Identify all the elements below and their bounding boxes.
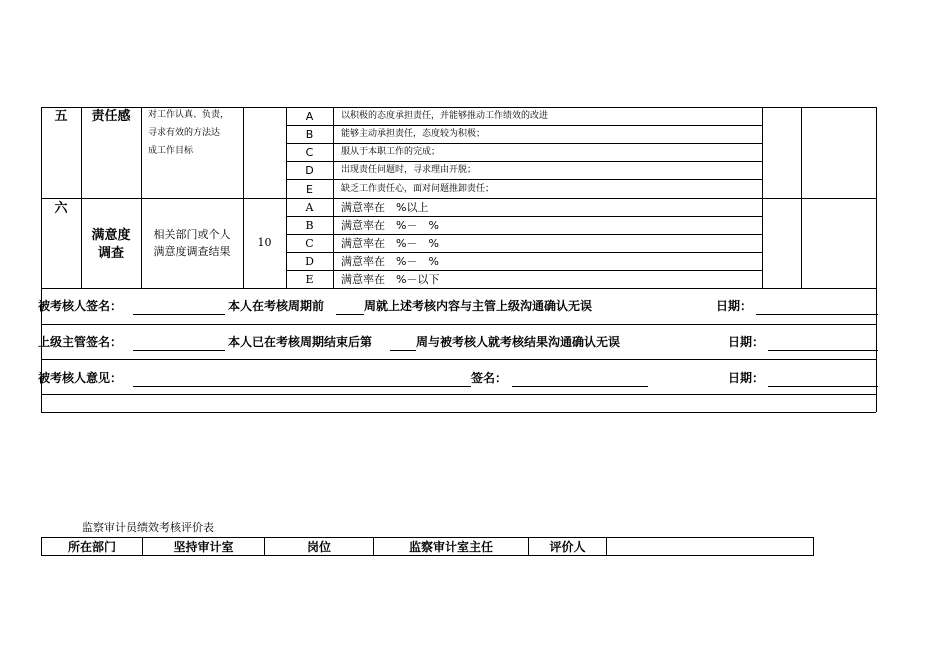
reviewee-opinion-label: 被考核人意见： — [38, 371, 123, 385]
table-line — [286, 161, 762, 162]
sign-field[interactable] — [512, 386, 648, 387]
grade-letter: A — [305, 110, 314, 123]
grade-letter: E — [305, 273, 314, 286]
date-field[interactable] — [756, 314, 878, 315]
position-value: 监察审计室主任 — [374, 538, 529, 556]
reviewee-signature-field[interactable] — [133, 314, 225, 315]
section-number: 六 — [54, 201, 68, 216]
grade-letter: D — [305, 255, 314, 268]
table-line — [81, 107, 82, 288]
table-line — [41, 198, 876, 199]
form-title: 监察审计员绩效考核评价表 — [82, 521, 214, 534]
date-label: 日期： — [728, 371, 765, 385]
grade-letter: C — [305, 146, 314, 159]
reviewee-signature-label: 被考核人签名： — [38, 299, 123, 313]
date-label: 日期： — [728, 335, 765, 349]
confirm-text-part2: 周与被考核人就考核结果沟通确认无误 — [416, 335, 621, 349]
sign-label: 签名： — [471, 371, 508, 385]
table-row — [42, 538, 814, 556]
date-label: 日期： — [716, 299, 753, 313]
table-line — [41, 324, 876, 325]
confirm-text-part1: 本人已在考核周期结束后第 — [228, 335, 373, 349]
table-line — [286, 143, 762, 144]
form-header-table — [41, 537, 814, 556]
table-line — [41, 359, 876, 360]
evaluator-label: 评价人 — [529, 538, 607, 556]
table-line — [876, 107, 877, 412]
confirm-text-part1: 本人在考核周期前 — [228, 299, 325, 313]
grade-letter: C — [305, 237, 314, 250]
department-label: 所在部门 — [42, 538, 143, 556]
table-line — [286, 179, 762, 180]
table-line — [41, 394, 876, 395]
grade-description: 缺乏工作责任心，面对问题推卸责任； — [341, 184, 495, 194]
grade-letter: D — [305, 164, 314, 177]
table-line — [41, 107, 876, 108]
table-line — [41, 412, 876, 413]
section-score: 10 — [257, 236, 272, 249]
table-line — [801, 107, 802, 288]
date-field[interactable] — [768, 386, 878, 387]
grade-description: 能够主动承担责任，态度较为积极； — [341, 129, 486, 139]
reviewee-opinion-field[interactable] — [133, 386, 471, 387]
grade-letter: E — [306, 183, 313, 196]
table-line — [41, 107, 42, 412]
section-number: 五 — [54, 109, 68, 124]
table-line — [333, 107, 334, 288]
grade-description: 满意率在 %以上 — [341, 201, 429, 214]
grade-description: 满意率在 %－以下 — [341, 273, 440, 286]
date-field[interactable] — [768, 350, 878, 351]
grade-description: 满意率在 %－ % — [341, 219, 439, 232]
table-line — [41, 288, 876, 289]
grade-letter: B — [305, 219, 314, 232]
grade-letter: A — [305, 201, 314, 214]
supervisor-signature-field[interactable] — [133, 350, 225, 351]
table-line — [762, 107, 763, 288]
department-value: 坚持审计室 — [143, 538, 265, 556]
grade-description: 满意率在 %－ % — [341, 237, 439, 250]
table-line — [286, 252, 762, 253]
table-line — [286, 216, 762, 217]
section-title: 责任感 — [91, 109, 131, 124]
week-number-field[interactable] — [390, 350, 416, 351]
table-line — [243, 107, 244, 288]
grade-description: 服从于本职工作的完成； — [341, 147, 441, 157]
table-line — [141, 107, 142, 288]
confirm-text-part2: 周就上述考核内容与主管上级沟通确认无误 — [364, 299, 593, 313]
grade-description: 以积极的态度承担责任，并能够推动工作绩效的改进 — [341, 111, 549, 121]
evaluator-value[interactable] — [607, 538, 814, 556]
table-line — [286, 234, 762, 235]
table-line — [286, 125, 762, 126]
grade-description: 出现责任问题时，寻求理由开脱； — [341, 165, 477, 175]
grade-description: 满意率在 %－ % — [341, 255, 439, 268]
position-label: 岗位 — [265, 538, 374, 556]
supervisor-signature-label: 上级主管签名： — [38, 335, 123, 349]
weeks-field[interactable] — [336, 314, 364, 315]
grade-letter: B — [305, 128, 314, 141]
table-line — [286, 270, 762, 271]
